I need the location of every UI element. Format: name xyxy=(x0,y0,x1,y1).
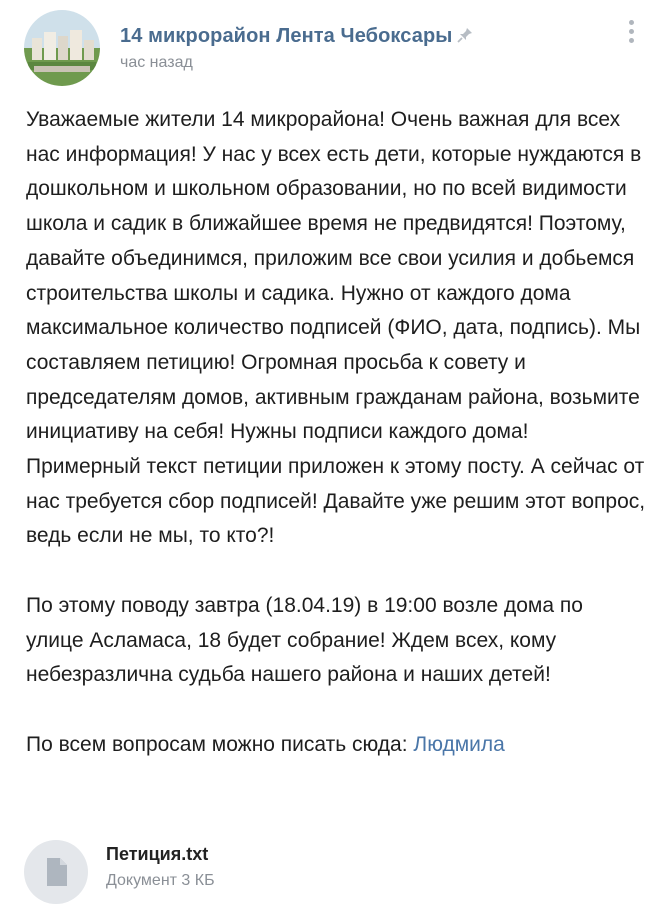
document-title[interactable]: Петиция.txt xyxy=(106,844,209,864)
group-name[interactable]: 14 микрорайон Лента Чебоксары xyxy=(120,25,453,47)
document-icon xyxy=(24,840,88,904)
post-header xyxy=(0,0,666,90)
document-meta: Документ 3 КБ xyxy=(106,872,215,889)
group-avatar[interactable] xyxy=(24,10,100,86)
vertical-dots-icon[interactable] xyxy=(620,20,642,50)
post-paragraph-3 xyxy=(26,728,646,763)
contact-link[interactable]: Людмила xyxy=(413,732,505,756)
post-time: час назад xyxy=(120,54,193,71)
contact-prefix: По всем вопросам можно писать сюда: xyxy=(26,732,414,756)
avatar-image xyxy=(24,10,100,86)
post-paragraph-2: По этому поводу завтра (18.04.19) в 19:00 возле дома по улице Асламаса, 18 будет собрание! Ждем всех, кому небезразлична судьба нашего района и наших детей! xyxy=(26,593,583,687)
post-text xyxy=(26,103,646,762)
document-attachment[interactable] xyxy=(24,838,664,900)
post-paragraph-1: Уважаемые жители 14 микрорайона! Очень важная для всех нас информация! У нас у всех есть дети, которые нуждаются в дошкольном и школьном образовании, но по всей видимости школа и садик в ближайшее время не предвидятся! Поэтому, давайте объединимся, приложим все свои усилия и добьемся строительства школы и садика. Нужно от каждого дома максимальное количество подписей (ФИО, дата, подпись). Мы составляем петицию! Огромная просьба к совету и председателям домов, активным гражданам района, возьмите инициативу на себя! Нужны подписи каждого дома! Примерный текст петиции приложен к этому посту. А сейчас от нас требуется сбор подписей! Давайте уже решим этот вопрос, ведь если не мы, то кто?! xyxy=(26,108,646,548)
pin-icon xyxy=(456,26,474,44)
